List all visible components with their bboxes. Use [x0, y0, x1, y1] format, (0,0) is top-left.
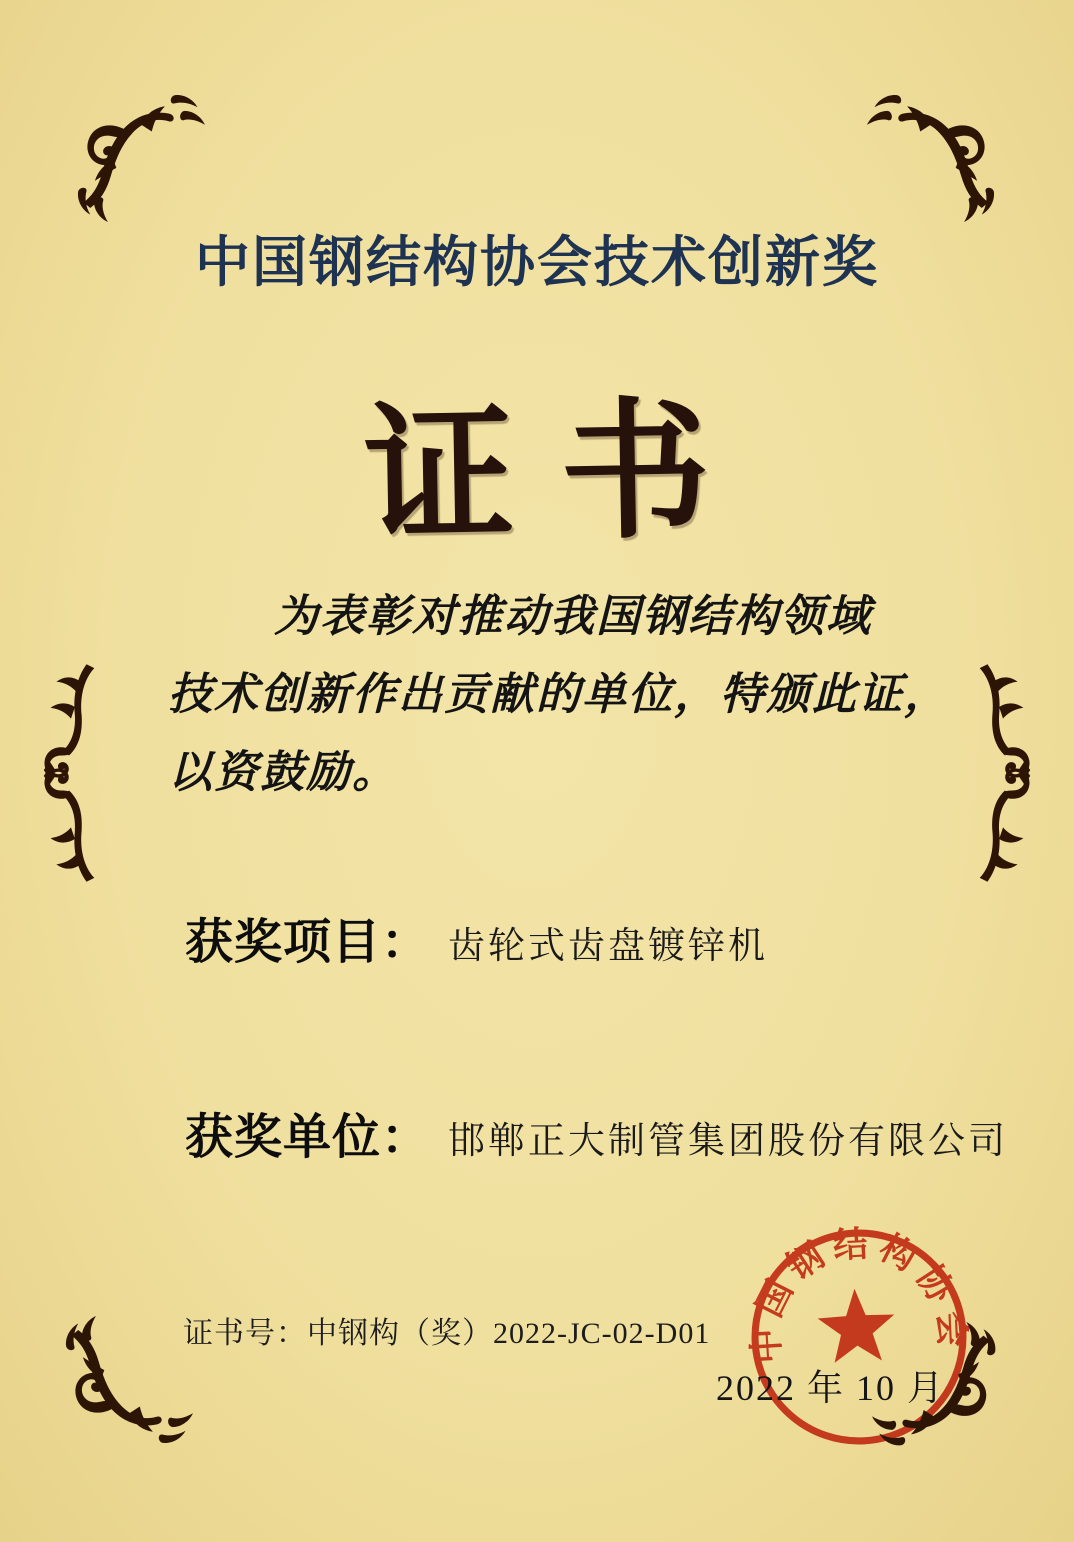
- citation-line-1: 为表彰对推动我国钢结构领域: [274, 592, 872, 641]
- award-title: 中国钢结构协会技术创新奖: [194, 231, 879, 293]
- awarded-project-label: 获奖项目：: [185, 916, 431, 969]
- corner-flourish-top-left-icon: [62, 82, 208, 222]
- awarded-unit-label: 获奖单位：: [185, 1111, 431, 1164]
- seal-ring-text: 中国钢结构协会: [746, 1224, 972, 1365]
- certificate-number-value: 中钢构（奖）2022-JC-02-D01: [307, 1317, 711, 1350]
- certificate-title-calligraphy: 证书: [362, 388, 758, 562]
- corner-flourish-bottom-left-icon: [50, 1316, 196, 1456]
- corner-flourish-bottom-right-icon: [872, 1322, 1008, 1458]
- citation-paragraph: [168, 578, 998, 812]
- awarded-project-value: 齿轮式齿盘镀锌机: [448, 926, 769, 967]
- certificate-number-line: [183, 1308, 710, 1352]
- citation-line-2: 技术创新作出贡献的单位，特颁此证，: [168, 670, 950, 719]
- side-flourish-left-icon: [36, 654, 104, 892]
- awarded-project-row: [185, 903, 768, 972]
- certificate-number-label: 证书号：: [183, 1317, 307, 1350]
- issue-date: 2022 年 10 月: [716, 1368, 946, 1408]
- awarded-unit-value: 邯郸正大制管集团股份有限公司: [448, 1121, 1009, 1162]
- citation-line-3: 以资鼓励。: [168, 748, 398, 797]
- awarded-unit-row: [185, 1098, 1008, 1167]
- corner-flourish-top-right-icon: [864, 82, 1010, 222]
